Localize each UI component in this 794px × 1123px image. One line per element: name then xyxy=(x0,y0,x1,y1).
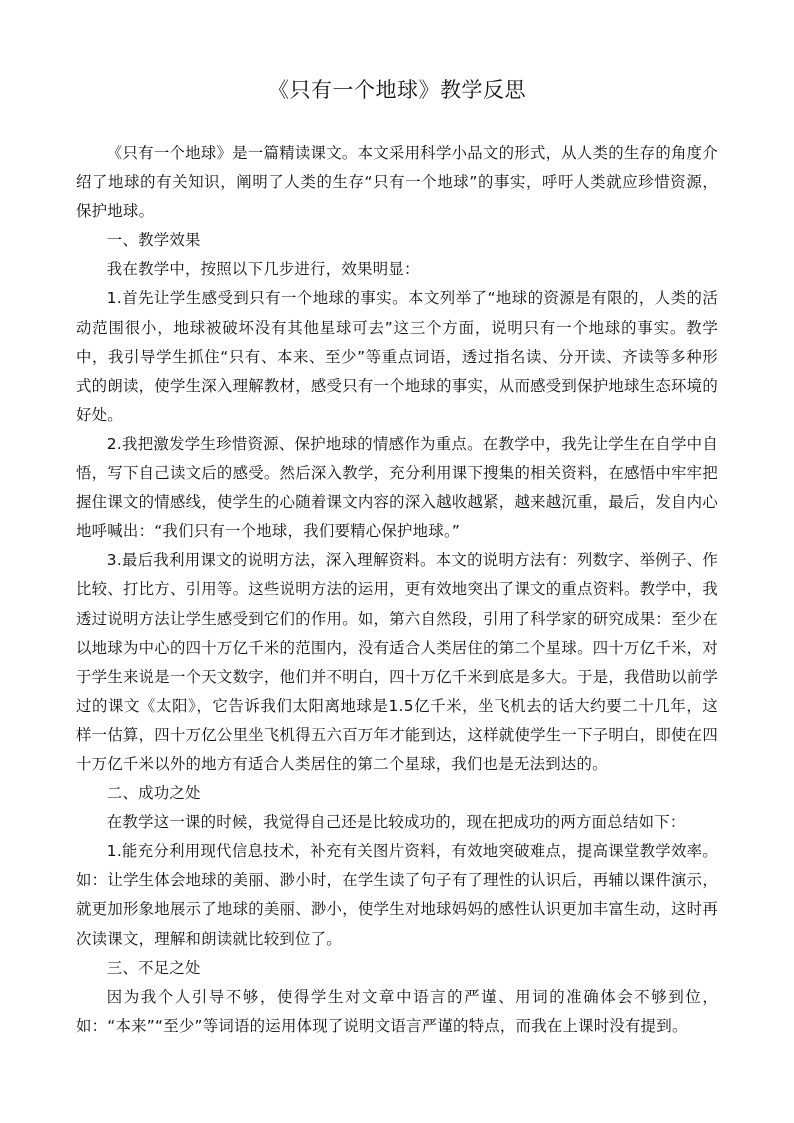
numbered-paragraph-3: 3.最后我利用课文的说明方法，深入理解资料。本文的说明方法有：列数字、举例子、作比较、打比方、引用等。这些说明方法的运用，更有效地突出了课文的重点资料。教学中，我透过说明方法让学生感受到它们的作用。如，第六自然段，引用了科学家的研究成果：至少在以地球为中心的四十万亿千米的范围内，没有适合人类居住的第二个星球。四十万亿千米，对于学生来说是一个天文数字，他们并不明白，四十万亿千米到底是多大。于是，我借助以前学过的课文《太阳》，它告诉我们太阳离地球是1.5亿千米，坐飞机去的话大约要二十几年，这样一估算，四十万亿公里坐飞机得五六百万年才能到达，这样就使学生一下子明白，即使在四十万亿千米以外的地方有适合人类居住的第二个星球，我们也是无法到达的。 xyxy=(76,551,718,773)
success-paragraph-1: 1.能充分利用现代信息技术，补充有关图片资料，有效地突破难点，提高课堂教学效率。如：让学生体会地球的美丽、渺小时，在学生读了句子有了理性的认识后，再辅以课件演示，就更加形象地展示了地球的美丽、渺小，使学生对地球妈妈的感性认识更加丰富生动，这时再次读课文，理解和朗读就比较到位了。 xyxy=(76,842,718,948)
document-body xyxy=(76,139,718,1041)
numbered-paragraph-2: 2.我把激发学生珍惜资源、保护地球的情感作为重点。在教学中，我先让学生在自学中自悟，写下自己读文后的感受。然后深入教学，充分利用课下搜集的相关资料，在感悟中牢牢把握住课文的情感线，使学生的心随着课文内容的深入越收越紧，越来越沉重，最后，发自内心地呼喊出：“我们只有一个地球，我们要精心保护地球。” xyxy=(76,434,718,541)
intro-paragraph: 《只有一个地球》是一篇精读课文。本文采用科学小品文的形式，从人类的生存的角度介绍了地球的有关知识，阐明了人类的生存“只有一个地球”的事实，呼吁人类就应珍惜资源，保护地球。 xyxy=(76,144,718,221)
shortcomings-paragraph: 因为我个人引导不够，使得学生对文章中语言的严谨、用词的准确体会不够到位，如：“本来”“至少”等词语的运用体现了说明文语言严谨的特点，而我在上课时没有提到。 xyxy=(76,987,718,1035)
document-title: 《只有一个地球》教学反思 xyxy=(268,78,526,102)
section-heading-shortcomings: 三、不足之处 xyxy=(106,958,201,977)
success-intro-paragraph: 在教学这一课的时候，我觉得自己还是比较成功的，现在把成功的两方面总结如下： xyxy=(106,813,686,832)
section-intro-paragraph: 我在教学中，按照以下几步进行，效果明显： xyxy=(106,260,420,279)
section-heading-success: 二、成功之处 xyxy=(106,784,201,803)
numbered-paragraph-1: 1.首先让学生感受到只有一个地球的事实。本文列举了“地球的资源是有限的，人类的活动范围很小，地球被破坏没有其他星球可去”这三个方面，说明只有一个地球的事实。教学中，我引导学生抓住“只有、本来、至少”等重点词语，透过指名读、分开读、齐读等多种形式的朗读，使学生深入理解教材，感受只有一个地球的事实，从而感受到保护地球生态环境的好处。 xyxy=(76,289,718,424)
section-heading-teaching-effect: 一、教学效果 xyxy=(106,231,201,250)
